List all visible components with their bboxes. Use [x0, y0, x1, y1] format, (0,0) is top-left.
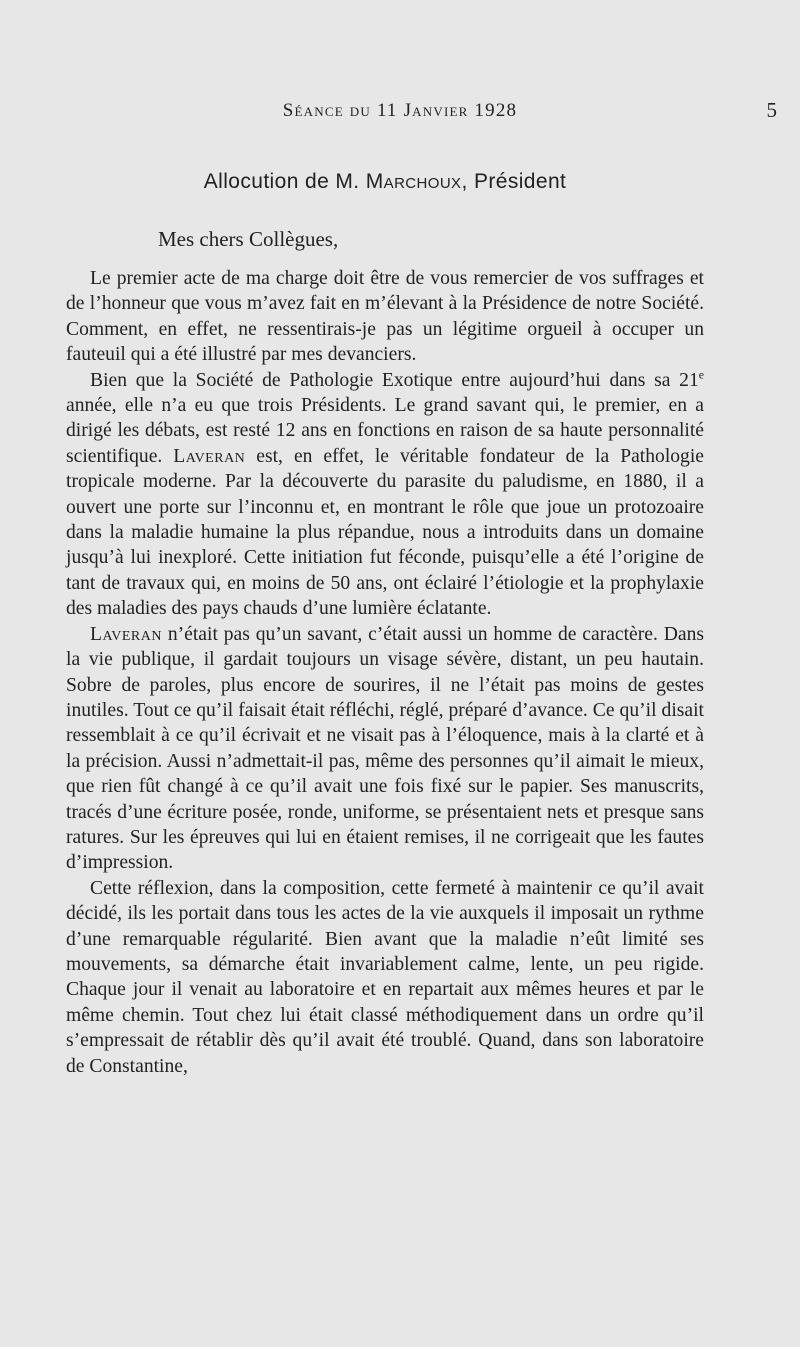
- paragraph-2-part-a: Bien que la Société de Pathologie Exotique entre aujourd’hui dans sa 21: [90, 369, 699, 391]
- body-text: [66, 266, 704, 1079]
- heading-president-name: Marchoux: [365, 170, 462, 193]
- heading-prefix: Allocution de M.: [203, 170, 366, 193]
- heading-suffix: , Président: [461, 170, 567, 193]
- page-number: 5: [766, 98, 777, 122]
- paragraph-4: Cette réflexion, dans la composition, cette fermeté à maintenir ce qu’il avait décidé, ils les portait dans tous les actes de la vie auxquels il imposait un rythme d’une remarquable régularité. Bien avant que la maladie n’eût limité ses mouvements, sa démarche était invariablement calme, lente, un peu rigide. Chaque jour il venait au laboratoire et en repartait aux mêmes heures et par le même chemin. Tout chez lui était classé méthodiquement dans un ordre qu’il s’empressait de rétablir dès qu’il avait été troublé. Quand, dans son laboratoire de Constantine,: [66, 877, 704, 1077]
- paragraph-2-part-b: année, elle n’a eu que trois Présidents. Le grand savant qui, le premier, en a dirigé les débats, est resté 12 ans en fonctions en raison de sa haute personnalité scientifique.: [66, 395, 704, 467]
- paragraph-1: Le premier acte de ma charge doit être de vous remercier de vos suffrages et de l’honneur que vous m’avez fait en m’élevant à la Présidence de notre Société. Comment, en effet, ne ressentirais-je pas un légitime orgueil à occuper un fauteuil qui a été illustré par mes devanciers.: [66, 268, 704, 366]
- paragraph-2-part-c: est, en effet, le véritable fondateur de la Pathologie tropicale moderne. Par la découverte du parasite du paludisme, en 1880, il a ouvert une porte sur l’inconnu et, en montrant le rôle que joue un protozoaire dans la maladie humaine la plus répandue, nous a introduits dans un domaine jusqu’à lui inexploré. Cette initiation fut féconde, puisqu’elle a été l’origine de tant de travaux qui, en moins de 50 ans, ont éclairé l’étiologie et la prophylaxie des maladies des pays chauds d’une lumière éclatante.: [66, 445, 704, 620]
- laveran-name: Laveran: [90, 623, 162, 645]
- paragraph-3: [66, 622, 704, 876]
- paragraph-3-text: n’était pas qu’un savant, c’était aussi un homme de caractère. Dans la vie publique, il gardait toujours un visage sévère, distant, un peu hautain. Sobre de paroles, plus encore de sourires, il ne l’était pas moins de gestes inutiles. Tout ce qu’il faisait était réfléchi, réglé, préparé d’avance. Ce qu’il disait ressemblait à ce qu’il écrivait et ne visait pas à l’éloquence, mais à la clarté et à la précision. Aussi n’admettait-il pas, même des personnes qu’il aimait le mieux, que rien fût changé à ce qu’il avait une fois fixé sur le papier. Ses manuscrits, tracés d’une écriture posée, ronde, uniforme, se présentaient nets et presque sans ratures. Sur les épreuves qui lui en étaient remises, il ne corrigeait que les fautes d’impression.: [66, 623, 704, 874]
- paragraph-2: [66, 368, 704, 622]
- laveran-name: Laveran: [173, 445, 246, 467]
- section-heading: [0, 170, 770, 194]
- ordinal-superscript: e: [698, 368, 704, 382]
- salutation: Mes chers Collègues,: [158, 227, 339, 251]
- running-head: [0, 100, 800, 126]
- running-head-title: Séance du 11 Janvier 1928: [282, 100, 518, 121]
